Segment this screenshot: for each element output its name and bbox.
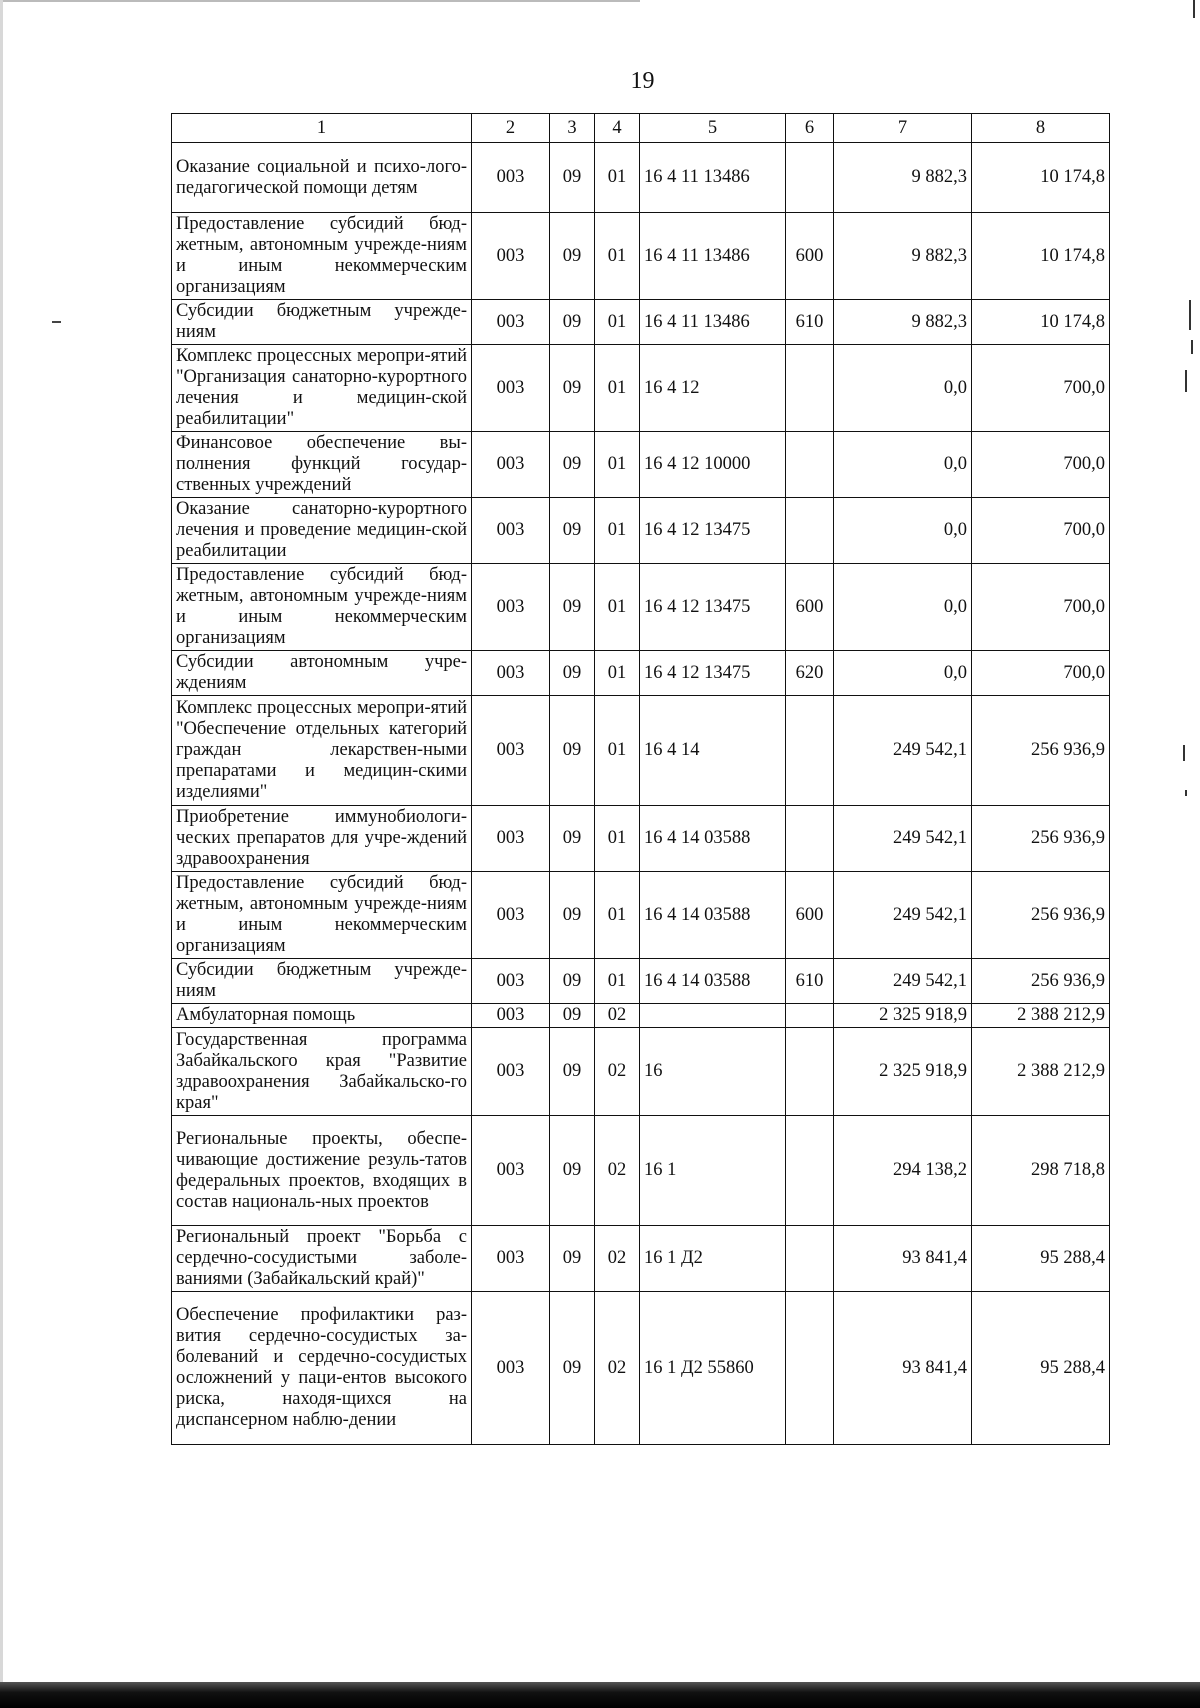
cell-code-3: 09 [550,213,595,300]
table-row [172,564,1110,651]
cell-code-3: 09 [550,345,595,432]
cell-code-2: 003 [472,1028,550,1116]
cell-amount-col-8: 256 936,9 [972,872,1110,959]
cell-amount-col-8: 95 288,4 [972,1226,1110,1292]
cell-expense-type: 610 [786,300,834,345]
cell-amount-col-8: 700,0 [972,498,1110,564]
cell-amount-col-7: 2 325 918,9 [834,1028,972,1116]
cell-amount-col-7: 249 542,1 [834,872,972,959]
scan-mark [1185,790,1187,796]
cell-code-3: 09 [550,1028,595,1116]
item-name: Оказание социальной и психо-лого-педагогической помощи детям [172,143,472,213]
cell-code-2: 003 [472,696,550,806]
cell-code-4: 02 [595,1116,640,1226]
scan-mark [1189,300,1191,330]
table-row [172,1028,1110,1116]
cell-amount-col-7: 2 325 918,9 [834,1004,972,1028]
table-row [172,1292,1110,1445]
cell-code-3: 09 [550,498,595,564]
cell-target-code: 16 4 14 03588 [640,959,786,1004]
cell-target-code: 16 4 11 13486 [640,300,786,345]
cell-code-2: 003 [472,806,550,872]
cell-amount-col-8: 256 936,9 [972,806,1110,872]
cell-code-3: 09 [550,1116,595,1226]
cell-target-code [640,1004,786,1028]
cell-code-3: 09 [550,872,595,959]
table-row [172,345,1110,432]
column-header: 4 [595,114,640,143]
column-header: 8 [972,114,1110,143]
cell-code-2: 003 [472,143,550,213]
table-row [172,1116,1110,1226]
cell-amount-col-8: 95 288,4 [972,1292,1110,1445]
cell-code-3: 09 [550,300,595,345]
cell-code-4: 02 [595,1004,640,1028]
scan-mark [1193,0,1195,18]
column-header: 1 [172,114,472,143]
cell-code-3: 09 [550,959,595,1004]
cell-amount-col-8: 10 174,8 [972,143,1110,213]
item-name: Комплекс процессных меропри-ятий "Обеспечение отдельных категорий граждан лекарствен-ными препаратами и медицин-скими изделиями" [172,696,472,806]
cell-target-code: 16 4 12 13475 [640,564,786,651]
cell-amount-col-7: 294 138,2 [834,1116,972,1226]
scan-mark [1191,340,1193,354]
cell-amount-col-8: 700,0 [972,651,1110,696]
cell-code-4: 01 [595,806,640,872]
item-name: Предоставление субсидий бюд-жетным, автономным учрежде-ниям и иным некоммерческим организациям [172,213,472,300]
cell-expense-type [786,696,834,806]
cell-expense-type: 600 [786,564,834,651]
cell-amount-col-8: 10 174,8 [972,213,1110,300]
cell-amount-col-7: 0,0 [834,498,972,564]
cell-expense-type [786,432,834,498]
table-body [172,143,1110,1445]
table-row [172,696,1110,806]
cell-target-code: 16 4 11 13486 [640,213,786,300]
cell-target-code: 16 4 14 03588 [640,872,786,959]
cell-code-2: 003 [472,1004,550,1028]
cell-expense-type: 600 [786,213,834,300]
cell-amount-col-7: 9 882,3 [834,300,972,345]
cell-expense-type [786,1226,834,1292]
cell-code-4: 02 [595,1028,640,1116]
cell-code-3: 09 [550,432,595,498]
cell-expense-type [786,498,834,564]
item-name: Обеспечение профилактики раз-вития сердечно-сосудистых за-болеваний и сердечно-сосудистых осложнений у паци-ентов высокого риска, находя-щихся на диспансерном наблю-дении [172,1292,472,1445]
cell-amount-col-7: 0,0 [834,345,972,432]
scan-mark [1185,370,1187,392]
scan-mark [1183,745,1185,761]
cell-target-code: 16 4 11 13486 [640,143,786,213]
column-header: 6 [786,114,834,143]
cell-code-3: 09 [550,696,595,806]
cell-code-4: 01 [595,498,640,564]
scan-left-edge [0,0,3,1708]
budget-table [171,113,1110,1445]
cell-amount-col-7: 93 841,4 [834,1226,972,1292]
cell-amount-col-7: 0,0 [834,651,972,696]
cell-amount-col-7: 249 542,1 [834,806,972,872]
cell-code-4: 01 [595,959,640,1004]
cell-code-2: 003 [472,345,550,432]
cell-code-2: 003 [472,1292,550,1445]
cell-amount-col-8: 256 936,9 [972,696,1110,806]
cell-code-4: 01 [595,564,640,651]
item-name: Приобретение иммунобиологи-ческих препаратов для учре-ждений здравоохранения [172,806,472,872]
cell-target-code: 16 1 Д2 55860 [640,1292,786,1445]
cell-code-2: 003 [472,872,550,959]
item-name: Оказание санаторно-курортного лечения и проведение медицин-ской реабилитации [172,498,472,564]
cell-amount-col-7: 9 882,3 [834,213,972,300]
cell-expense-type [786,806,834,872]
cell-code-3: 09 [550,1004,595,1028]
cell-code-2: 003 [472,651,550,696]
cell-expense-type [786,345,834,432]
cell-code-2: 003 [472,300,550,345]
table-row [172,143,1110,213]
cell-code-2: 003 [472,1226,550,1292]
cell-code-4: 01 [595,300,640,345]
item-name: Амбулаторная помощь [172,1004,472,1028]
item-name: Субсидии бюджетным учрежде-ниям [172,300,472,345]
cell-target-code: 16 4 12 10000 [640,432,786,498]
cell-code-3: 09 [550,1292,595,1445]
cell-amount-col-8: 700,0 [972,432,1110,498]
cell-amount-col-7: 9 882,3 [834,143,972,213]
item-name: Предоставление субсидий бюд-жетным, автономным учрежде-ниям и иным некоммерческим организациям [172,872,472,959]
table-row [172,806,1110,872]
cell-amount-col-7: 0,0 [834,564,972,651]
table-row [172,959,1110,1004]
table-header-row [172,114,1110,143]
cell-target-code: 16 4 12 13475 [640,498,786,564]
cell-expense-type [786,143,834,213]
cell-target-code: 16 4 12 13475 [640,651,786,696]
scan-mark [52,321,61,323]
cell-expense-type [786,1028,834,1116]
page-number: 19 [630,68,655,94]
item-name: Комплекс процессных меропри-ятий "Организация санаторно-курортного лечения и медицин-ской реабилитации" [172,345,472,432]
cell-expense-type: 600 [786,872,834,959]
cell-code-4: 02 [595,1226,640,1292]
column-header: 5 [640,114,786,143]
cell-code-4: 01 [595,651,640,696]
cell-code-3: 09 [550,143,595,213]
cell-code-4: 01 [595,872,640,959]
cell-amount-col-8: 2 388 212,9 [972,1028,1110,1116]
cell-code-4: 01 [595,432,640,498]
scan-top-edge [0,0,640,2]
cell-code-3: 09 [550,564,595,651]
cell-amount-col-8: 700,0 [972,564,1110,651]
cell-code-2: 003 [472,498,550,564]
cell-amount-col-7: 249 542,1 [834,696,972,806]
column-header: 3 [550,114,595,143]
item-name: Региональный проект "Борьба с сердечно-сосудистыми заболе-ваниями (Забайкальский край)" [172,1226,472,1292]
cell-code-2: 003 [472,564,550,651]
cell-expense-type: 620 [786,651,834,696]
cell-code-2: 003 [472,959,550,1004]
cell-target-code: 16 4 14 [640,696,786,806]
column-header: 7 [834,114,972,143]
cell-code-3: 09 [550,651,595,696]
table-row [172,1226,1110,1292]
item-name: Субсидии автономным учре-ждениям [172,651,472,696]
cell-expense-type: 610 [786,959,834,1004]
cell-expense-type [786,1292,834,1445]
cell-amount-col-8: 298 718,8 [972,1116,1110,1226]
table-row [172,300,1110,345]
table-row [172,651,1110,696]
cell-amount-col-8: 2 388 212,9 [972,1004,1110,1028]
item-name: Региональные проекты, обеспе-чивающие достижение резуль-татов федеральных проектов, входящих в состав националь-ных проектов [172,1116,472,1226]
cell-code-4: 01 [595,345,640,432]
item-name: Субсидии бюджетным учрежде-ниям [172,959,472,1004]
table-row [172,432,1110,498]
cell-amount-col-8: 700,0 [972,345,1110,432]
cell-target-code: 16 4 12 [640,345,786,432]
cell-code-4: 02 [595,1292,640,1445]
cell-amount-col-7: 93 841,4 [834,1292,972,1445]
cell-code-3: 09 [550,1226,595,1292]
item-name: Предоставление субсидий бюд-жетным, автономным учрежде-ниям и иным некоммерческим организациям [172,564,472,651]
cell-code-4: 01 [595,696,640,806]
column-header: 2 [472,114,550,143]
cell-code-2: 003 [472,1116,550,1226]
cell-target-code: 16 1 Д2 [640,1226,786,1292]
cell-code-4: 01 [595,213,640,300]
cell-amount-col-8: 256 936,9 [972,959,1110,1004]
cell-expense-type [786,1116,834,1226]
cell-amount-col-7: 249 542,1 [834,959,972,1004]
table-row [172,213,1110,300]
table-row [172,872,1110,959]
item-name: Финансовое обеспечение вы-полнения функций государ-ственных учреждений [172,432,472,498]
cell-target-code: 16 [640,1028,786,1116]
scan-bottom-edge [0,1682,1200,1708]
cell-code-4: 01 [595,143,640,213]
cell-target-code: 16 1 [640,1116,786,1226]
cell-expense-type [786,1004,834,1028]
item-name: Государственная программа Забайкальского края "Развитие здравоохранения Забайкальско-го края" [172,1028,472,1116]
cell-amount-col-7: 0,0 [834,432,972,498]
table-row [172,498,1110,564]
cell-amount-col-8: 10 174,8 [972,300,1110,345]
table-row [172,1004,1110,1028]
cell-code-2: 003 [472,213,550,300]
cell-code-3: 09 [550,806,595,872]
cell-code-2: 003 [472,432,550,498]
cell-target-code: 16 4 14 03588 [640,806,786,872]
